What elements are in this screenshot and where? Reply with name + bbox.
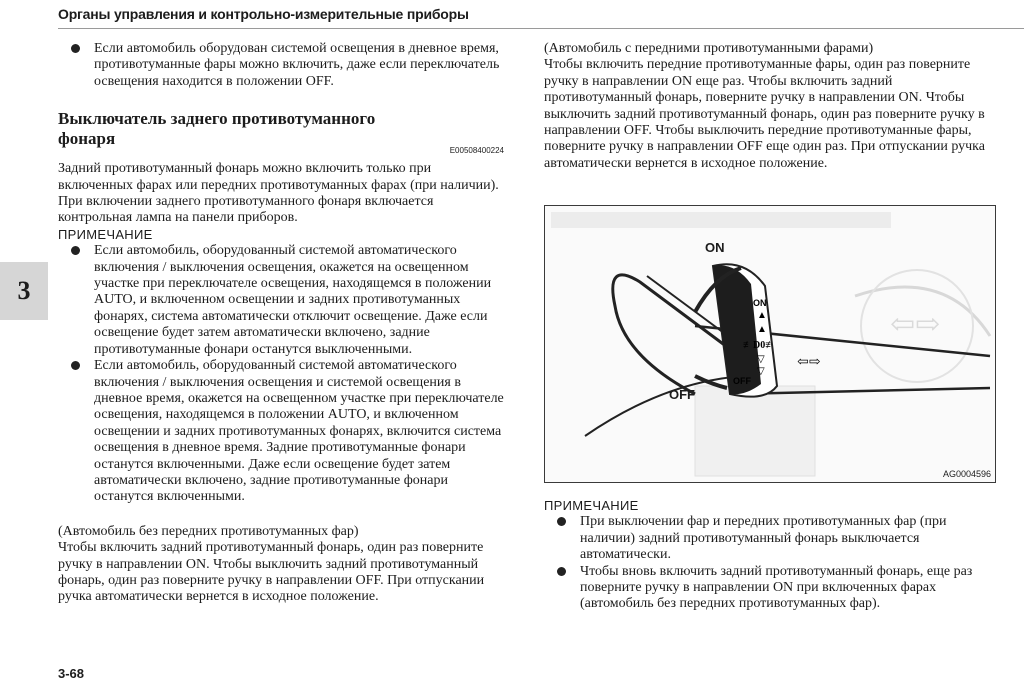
subheading: (Автомобиль с передними противотуманными фарами) (544, 41, 874, 56)
ring-arrow-down: ▽ (757, 354, 765, 365)
ring-label-off: OFF (733, 376, 751, 386)
note-item: Если автомобиль, оборудованный системой автоматического включения / выключения освещения и системой освещения в дневное время, окажется на освещенном участке при переключателе освещения, находящемся в положении AUTO, и включенном освещении и задних противотуманных фонарях, включится система освещения в дневное время. Задние противотуманные фонари останутся включенными. Даже если освещение будет затем автоматически включено, задние противотуманные фонари останутся включенными. (58, 358, 504, 506)
section-heading (58, 109, 504, 156)
note-item: При выключении фар и передних противотуманных фар (при наличии) задний противотуманный фонарь выключается автоматически. (544, 514, 990, 563)
page-number: 3-68 (58, 666, 85, 681)
note-item: Чтобы вновь включить задний противотуманный фонарь, еще раз поверните ручку в направлении ON при включенных фарах (автомобиль без передних противотуманных фар). (544, 564, 990, 613)
section-title: Выключатель заднего противотуманного фонаря (58, 109, 376, 149)
chapter-number: 3 (17, 276, 31, 305)
intro-bullet: Если автомобиль оборудован системой освещения в дневное время, противотуманные фары можно включить, даже если переключатель освещения находится в положении OFF. (58, 41, 504, 90)
figure-label-off: OFF (669, 387, 695, 402)
ring-arrow-up: ▲ (757, 310, 767, 321)
ring-arrow-up: ▲ (757, 324, 767, 335)
subheading: (Автомобиль без передних противотуманных фар) (58, 523, 359, 539)
paragraph: Чтобы включить задний противотуманный фонарь, один раз поверните ручку в направлении ON. Чтобы выключить задний противотуманный фонарь, один раз поверните ручку в направлении OFF. При отпускании ручка автоматически вернется в исходное положение. (58, 540, 485, 605)
bg-panel (551, 212, 891, 228)
note-label: ПРИМЕЧАНИЕ (544, 498, 639, 513)
paragraph: Чтобы включить передние противотуманные фары, один раз поверните ручку в направлении ON еще раз. Чтобы включить задний противотуманный фонарь, поверните ручку в направлении ON. Чтобы выключить задний противотуманный фонарь, один раз поверните ручку в направлении OFF. Чтобы выключить передние противотуманные фары, поверните ручку в направлении OFF еще один раз. При отпускании ручка автоматически вернется в исходное положение. (544, 57, 985, 171)
right-column (544, 41, 990, 172)
ring-label-on: ON (753, 298, 767, 308)
figure-label-on: ON (705, 240, 725, 255)
lever-drawing (545, 206, 995, 482)
figure-code: AG0004596 (942, 469, 991, 479)
chapter-tab (0, 262, 48, 320)
turn-signal-icon: ⇦⇨ (797, 355, 821, 370)
page-header-title: Органы управления и контрольно-измерительные приборы (58, 6, 469, 22)
right-notes (544, 498, 990, 613)
section-code: E00508400224 (449, 146, 504, 156)
left-column (58, 41, 504, 606)
paragraph: Задний противотуманный фонарь можно включить только при включенных фарах или передних противотуманных фарах (при наличии). (58, 161, 499, 193)
bg-panel (695, 386, 815, 476)
paragraph: При включении заднего противотуманного фонаря включается контрольная лампа на панели приборов. (58, 194, 434, 226)
note-label: ПРИМЕЧАНИЕ (58, 226, 153, 242)
switch-illustration (544, 205, 996, 483)
foglight-symbol-icon: ≢D0≢ (743, 340, 776, 351)
note-item: Если автомобиль, оборудованный системой автоматического включения / выключения освещения, окажется на освещенном участке при переключателе освещения, находящемся в положении AUTO, и включенном освещении и задних противотуманных фонарях, система автоматически отключит освещение. Даже если освещение будет затем автоматически включено, задние противотуманные фонари останутся выключенными. (58, 243, 504, 358)
ring-arrow-down: ▽ (757, 366, 765, 377)
header-divider (58, 28, 1024, 29)
wheel-arrows-icon: ⇦⇨ (890, 308, 941, 341)
